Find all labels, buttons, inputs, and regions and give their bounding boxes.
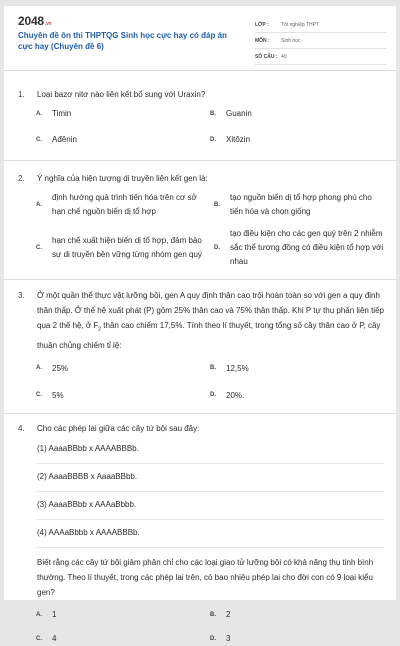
answer-option-d[interactable] (210, 632, 384, 646)
question-stem (18, 88, 384, 102)
question-2 (18, 172, 384, 269)
answer-options (36, 361, 384, 403)
question-list (4, 71, 396, 646)
answer-option-c[interactable] (36, 388, 210, 403)
option-text: hạn chế xuất hiện biến dị tổ hợp, đảm bảo sự di truyền bền vững từng nhóm gen quý (52, 236, 202, 259)
meta-value: Tốt nghiệp THPT (281, 21, 319, 28)
cross-item: (1) AaaaBBbb x AAAABBBb. (37, 440, 384, 464)
question-number: 1. (18, 90, 25, 99)
question-text-part: thân cao chiếm 17,5%. Tính theo lí thuyết, trong tổng số cây thân cao ở P, cây thuần chủng chiếm tỉ lệ: (37, 321, 381, 350)
meta-row-class (255, 17, 387, 33)
question-number: 4. (18, 423, 25, 433)
option-letter: B. (210, 111, 216, 117)
question-text: Ý nghĩa của hiện tượng di truyền liên kết gen là: (37, 174, 208, 183)
option-letter: D. (210, 391, 216, 398)
option-text: định hướng quá trình tiến hóa trên cơ sở hạn chế nguồn biến dị tổ hợp (52, 193, 197, 216)
answer-option-d[interactable] (210, 133, 384, 147)
option-text: 25% (52, 363, 69, 373)
answer-option-a[interactable] (36, 608, 210, 622)
document-meta (255, 17, 387, 65)
question-number: 3. (18, 291, 25, 300)
answer-options (36, 107, 384, 147)
option-letter: C. (36, 137, 42, 143)
option-letter: C. (36, 245, 42, 251)
question-3 (18, 288, 384, 403)
option-text: Timin (52, 109, 72, 118)
question-stem (18, 172, 384, 186)
document-header (4, 6, 396, 71)
document-page (4, 6, 396, 643)
answer-options (36, 608, 384, 646)
answer-option-d[interactable] (210, 388, 384, 403)
answer-option-c[interactable] (36, 133, 210, 147)
option-letter: A. (36, 611, 42, 618)
question-4 (18, 422, 384, 646)
document-title: Chuyên đề ôn thi THPTQG Sinh học cực hay có đáp án cực hay (Chuyên đề 6) (18, 31, 227, 51)
logo-suffix: .vn (44, 21, 52, 27)
option-text: 1 (52, 609, 57, 619)
answer-option-b[interactable] (210, 107, 384, 121)
option-text: 4 (52, 633, 57, 643)
question-divider (4, 160, 396, 161)
option-text: Ađênin (52, 135, 77, 144)
option-letter: A. (36, 202, 42, 208)
meta-label: SỐ CÂU : (255, 53, 278, 60)
option-letter: D. (214, 245, 220, 251)
meta-label: MÔN : (255, 37, 270, 44)
option-letter: C. (36, 391, 42, 398)
answer-option-b[interactable] (214, 191, 384, 219)
logo-main: 2048 (18, 14, 44, 28)
answer-option-d[interactable] (214, 227, 384, 269)
question-stem (18, 288, 384, 353)
meta-row-subject (255, 33, 387, 49)
cross-item: (2) AaaaBBBB x AaaaBBbb. (37, 468, 384, 492)
answer-option-a[interactable] (36, 361, 210, 376)
meta-value: Sinh học (281, 37, 301, 44)
meta-row-count (255, 49, 387, 65)
option-letter: A. (36, 111, 42, 117)
option-letter: B. (210, 611, 216, 618)
question-text (37, 288, 384, 353)
answer-option-b[interactable] (210, 361, 384, 376)
meta-label: LỚP : (255, 21, 269, 28)
question-text-continued: Biết rằng các cây tứ bội giảm phân chỉ cho các loại giao tử lưỡng bội có khả năng thụ tinh bình thường. Theo lí thuyết, trong các phép lai trên, có bao nhiêu phép lai cho đời con có 9 loại kiểu gen? (37, 557, 374, 597)
option-text: 12,5% (226, 363, 249, 373)
meta-value: 40 (281, 53, 287, 60)
question-1 (18, 88, 384, 147)
option-text: tạo điều kiện cho các gen quý trên 2 nhiễm sắc thể tương đồng có điều kiện tổ hợp với nhau (230, 229, 384, 266)
question-stem (18, 422, 384, 436)
answer-option-a[interactable] (36, 191, 206, 219)
option-text: 20%. (226, 390, 245, 400)
option-letter: A. (36, 364, 42, 371)
option-letter: D. (210, 635, 216, 642)
subscript: 2 (98, 326, 102, 333)
option-letter: D. (210, 137, 216, 143)
option-text: 3 (226, 633, 231, 643)
answer-option-c[interactable] (36, 632, 210, 646)
site-logo[interactable] (18, 14, 52, 28)
option-text: 5% (52, 390, 64, 400)
option-text: tạo nguồn biến dị tổ hợp phong phú cho tiến hóa và chọn giống (230, 193, 372, 216)
answer-option-b[interactable] (210, 608, 384, 622)
cross-item: (4) AAAaBbbb x AAAABBBb. (37, 524, 384, 548)
option-letter: C. (36, 635, 42, 642)
option-letter: B. (210, 364, 216, 371)
cross-item: (3) AaaaBBbb x AAAaBbbb. (37, 496, 384, 520)
question-text: Cho các phép lai giữa các cây tứ bội sau đây: (37, 423, 200, 433)
answer-options (36, 191, 384, 269)
answer-option-c[interactable] (36, 227, 206, 269)
question-text: Loại bazơ nitơ nào liên kết bổ sung với Uraxin? (37, 90, 206, 99)
option-text: Guanin (226, 109, 252, 118)
question-divider (4, 413, 396, 414)
option-letter: B. (214, 202, 220, 208)
option-text: Xitôzin (226, 135, 251, 144)
answer-option-a[interactable] (36, 107, 210, 121)
option-text: 2 (226, 609, 231, 619)
question-text-part: Ở một quần thể thực vật lưỡng bội, gen A quy định thân cao trội hoàn toàn so với gen a quy định thân thấp. Ở thế hệ xuất phát (P) gồm 25% thân cao và 75% thân thấp. Khi P tự thụ phấn liên tiếp qua 2 thế hệ, ở F (37, 291, 384, 330)
question-number: 2. (18, 174, 25, 183)
question-divider (4, 279, 396, 280)
